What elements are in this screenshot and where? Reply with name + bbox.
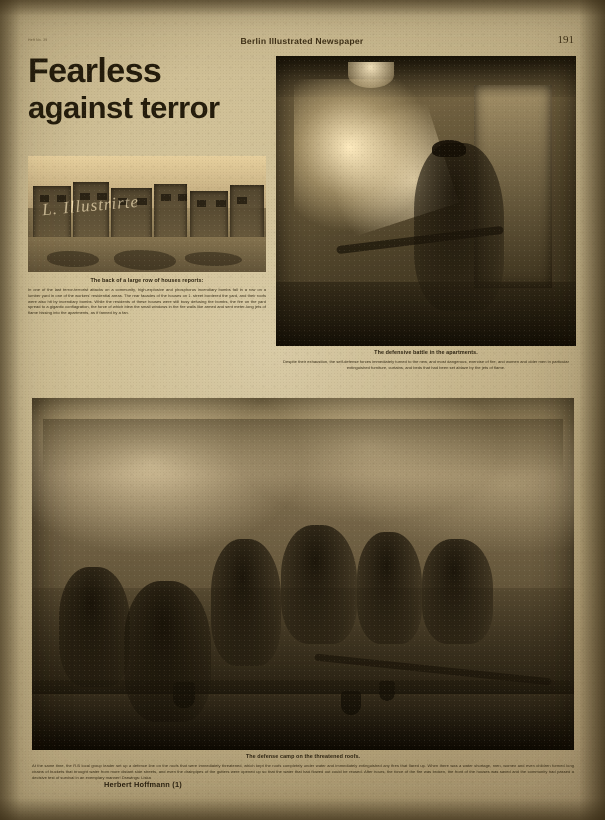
page-number: 191 [557, 34, 574, 46]
byline: Herbert Hoffmann (1) [104, 780, 182, 789]
page-content [26, 28, 578, 796]
caption-body: In one of the last terror-terrorist attacks on a community, high-explosive and phosphorus incendiary bombs fall in a row on a lumber yard in one of the workers' residential areas. The rear facades of the houses on 1. street bordered the yard, and their roofs were also hit by incendiary bombs. While the residents of these houses were still busy defusing the bombs, the fire on the yard spread to a gigantic conflagration, the force of which blew the small windows in the fire walls like armed and sent meter-long jets of flame hissing into the apartments, as if fanned by a fan. [28, 287, 266, 316]
caption-title: The back of a large row of houses reports: [90, 278, 204, 284]
issue-number: Heft No. 39 [28, 38, 48, 42]
paper-edge-right [579, 0, 605, 820]
photo-signature: L. Illustrirte [41, 191, 140, 220]
headline-line-1: Fearless [28, 52, 162, 90]
caption-row-of-houses [28, 278, 266, 316]
masthead [26, 36, 578, 50]
caption-roof-defense [32, 754, 574, 780]
paper-edge-top [0, 0, 605, 16]
caption-title: The defense camp on the threatened roofs. [245, 754, 361, 760]
paper-title: Berlin Illustrated Newspaper [240, 36, 364, 46]
photo-apartment-battle [276, 56, 576, 346]
paper-edge-bottom [0, 798, 605, 820]
page-headline [28, 54, 278, 123]
caption-body: Despite their exhaustion, the self-defense forces immediately turned to the new, and most dangerous, exercise of fire, and women and older men in particular extinguished furniture, curtains, and beds that had been set ablaze by the jets of flame. [283, 359, 569, 370]
headline-line-2: against terror [28, 89, 220, 125]
paper-edge-left [0, 0, 20, 820]
photo-roof-defense [32, 398, 574, 750]
caption-apartment-battle [276, 350, 576, 371]
photo-row-of-houses [28, 156, 266, 272]
caption-body: At the same time, the R.B local group leader set up a defence line on the roofs that were immediately threatened, which kept the roofs completely under water and immediately extinguished any fires that flared up. When there was a water shortage, men, women and even children formed long chains of buckets that brought water from more distant side streets, and even the drainpipes of the gutters were opened up so that the water that had flowed out could be reused. After hours, the force of the fire was broken, the front of the houses was saved and the community had passed a decisive test of survival in an exemplary manner! Drawings: Liska [32, 763, 574, 780]
caption-title: The defensive battle in the apartments. [374, 350, 478, 356]
